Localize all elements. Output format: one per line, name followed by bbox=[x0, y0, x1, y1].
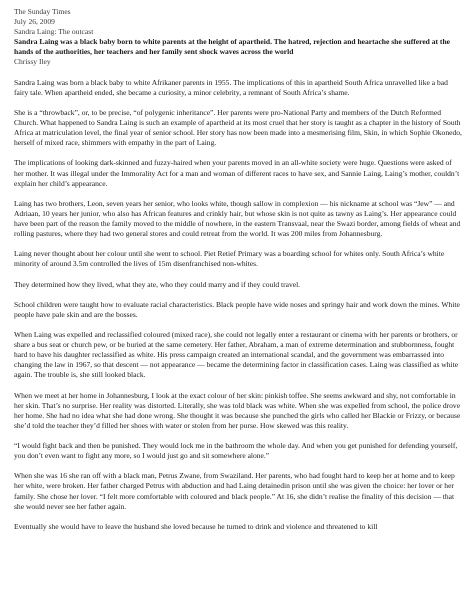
body-paragraph-9: When we meet at her home in Johannesburg, I look at the exact colour of her skin: pinkish toffee. She seems awkward and shy, not comfortable in her skin. That’s no surprise. Her reality was distorted. Literally, she was told black was white. When she was expelled from school, the police drove her home. She had no idea what she had done wrong. She thought it was because she punched the girls who called her Blackie or Frizzy, or because she’d told the teacher they’d filled her shoes with water or stolen from her purse. How skewed was this reality. bbox=[14, 390, 461, 430]
body-paragraph-12: Eventually she would have to leave the husband she loved because he turned to drink and violence and threatened to kill bbox=[14, 521, 378, 531]
body-paragraph-2: She is a “throwback”, or, to be precise, “of polygenic inheritance”. Her parents were pro-National Party and members of the Dutch Reformed Church. What happened to Sandra Laing is such an example of apartheid at its most cruel that her story is taught as a chapter in the history of South Africa at matriculation level, the final year of senior school. Her story has now been made into a mesmerising film, Skin, in which Sophie Okonedo, herself of mixed race, shimmers with empathy in the part of Laing. bbox=[14, 107, 462, 148]
article-lede: Sandra Laing was a black baby born to white parents at the height of apartheid. The hatred, rejection and heartache she suffered at the hands of the authorities, her teachers and her family sent shock waves across the world bbox=[14, 37, 450, 57]
body-paragraph-6: They determined how they lived, what they ate, who they could marry and if they could travel. bbox=[14, 279, 301, 289]
body-paragraph-1: Sandra Laing was born a black baby to white Afrikaner parents in 1955. The implications of this in apartheid South Africa unravelled like a bad fairy tale. When apartheid ended, she became a curiosity, a minor celebrity, a remnant of South Africa’s shame. bbox=[14, 77, 448, 97]
article-headline: Sandra Laing: The outcast bbox=[14, 27, 94, 37]
article-header bbox=[14, 7, 463, 68]
body-paragraph-11: When she was 16 she ran off with a black man, Petrus Zwane, from Swaziland. Her parents, who had fought hard to keep her at home and to keep her white, were broken. Her father charged Petrus with abduction and had Laing detainedin prison until she was given the choice: her lover or her family. She chose her lover. “I felt more comfortable with coloured and black people.” At 16, she didn’t realise the finality of this decision — that she would never see her father again. bbox=[14, 471, 455, 511]
body-paragraph-10: “I would fight back and then be punished. They would lock me in the bathroom the whole day. And when you get punished for defending yourself, you don’t even want to fight any more, so I would just go and sit somewhere alone.” bbox=[14, 441, 458, 461]
body-paragraph-8: When Laing was expelled and reclassified coloured (mixed race), she could not legally enter a restaurant or cinema with her parents or brothers, or share a bus seat or church pew, or be buried at the same cemetery. Her father, Abraham, a man of extreme determination and stubbornness, fought hard to have his daughter reclassified as white. His press campaign created an international scandal, and the government was embarrassed into changing the law in 1967, so that descent — not appearance — became the determining factor in classification cases. Laing was classified as white again. The trouble is, she still looked black. bbox=[14, 330, 459, 380]
body-paragraph-5: Laing never thought about her colour until she went to school. Piet Retief Primary was a boarding school for whites only. South Africa’s white minority of around 3.5m controlled the lives of 15m disenfranchised non-whites. bbox=[14, 249, 445, 269]
body-paragraph-7: School children were taught how to evaluate racial characteristics. Black people have wide noses and springy hair and work down the mines. White people have pale skin and are the bosses. bbox=[14, 299, 460, 319]
publication-date: July 26, 2009 bbox=[14, 17, 55, 27]
publication-name: The Sunday Times bbox=[14, 7, 71, 16]
article-body bbox=[14, 78, 463, 532]
article-page bbox=[14, 7, 463, 532]
body-paragraph-3: The implications of looking dark-skinned and fuzzy-haired when your parents moved in an all-white society were huge. Questions were asked of her mother. It was illegal under the Immorality Act for a man and woman of different races to have sex, and Sannie Laing, Laing’s mother, couldn’t explain her child’s appearance. bbox=[14, 158, 460, 188]
article-author: Chrissy Iley bbox=[14, 57, 51, 67]
body-paragraph-4: Laing has two brothers, Leon, seven years her senior, who looks white, though sallow in complexion — his nickname at school was “Jew” — and Adriaan, 10 years her junior, who also has African features and crinkly hair, but whose skin is not quite as tawny as Laing’s. Her appearance could have been part of the reason the family moved to the middle of nowhere, in the eastern Transvaal, near the Swazi border, among fields of wheat and rolling pastures, where they had two general stores and could retreat from the world. It was 200 miles from Johannesburg. bbox=[14, 198, 461, 239]
